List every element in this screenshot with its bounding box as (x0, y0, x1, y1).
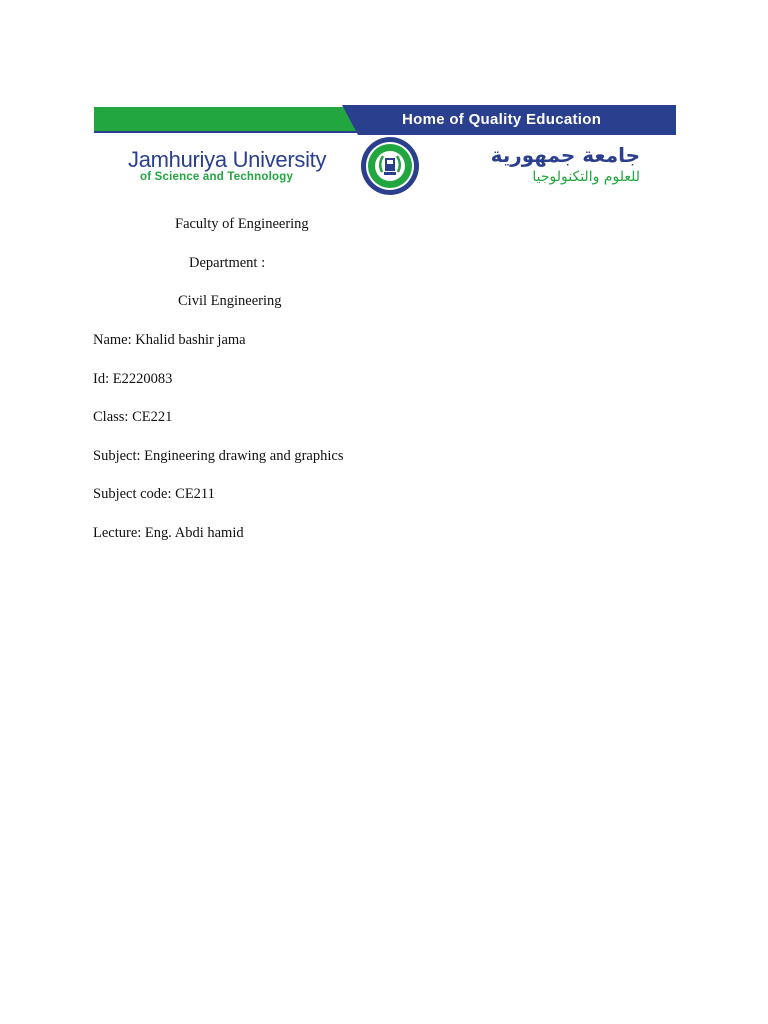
student-id: Id: E2220083 (93, 371, 173, 387)
university-seal-icon (360, 136, 420, 196)
subject-line: Subject: Engineering drawing and graphics (93, 448, 344, 464)
university-subtitle: of Science and Technology (140, 171, 294, 183)
university-name: Jamhuriya University (128, 147, 327, 172)
faculty-line: Faculty of Engineering (175, 216, 309, 232)
department-value: Civil Engineering (178, 293, 282, 309)
student-class: Class: CE221 (93, 409, 173, 425)
lecturer-line: Lecture: Eng. Abdi hamid (93, 525, 244, 541)
subject-code-line: Subject code: CE211 (93, 486, 215, 502)
student-name: Name: Khalid bashir jama (93, 332, 246, 348)
university-banner (94, 105, 676, 195)
banner-green-band (94, 107, 364, 131)
arabic-university-subtitle: للعلوم والتكنولوجيا (532, 169, 640, 185)
banner-divider (94, 131, 676, 133)
arabic-university-name: جامعة جمهورية (490, 143, 640, 167)
department-label: Department : (189, 255, 266, 271)
banner-tagline: Home of Quality Education (402, 111, 602, 128)
